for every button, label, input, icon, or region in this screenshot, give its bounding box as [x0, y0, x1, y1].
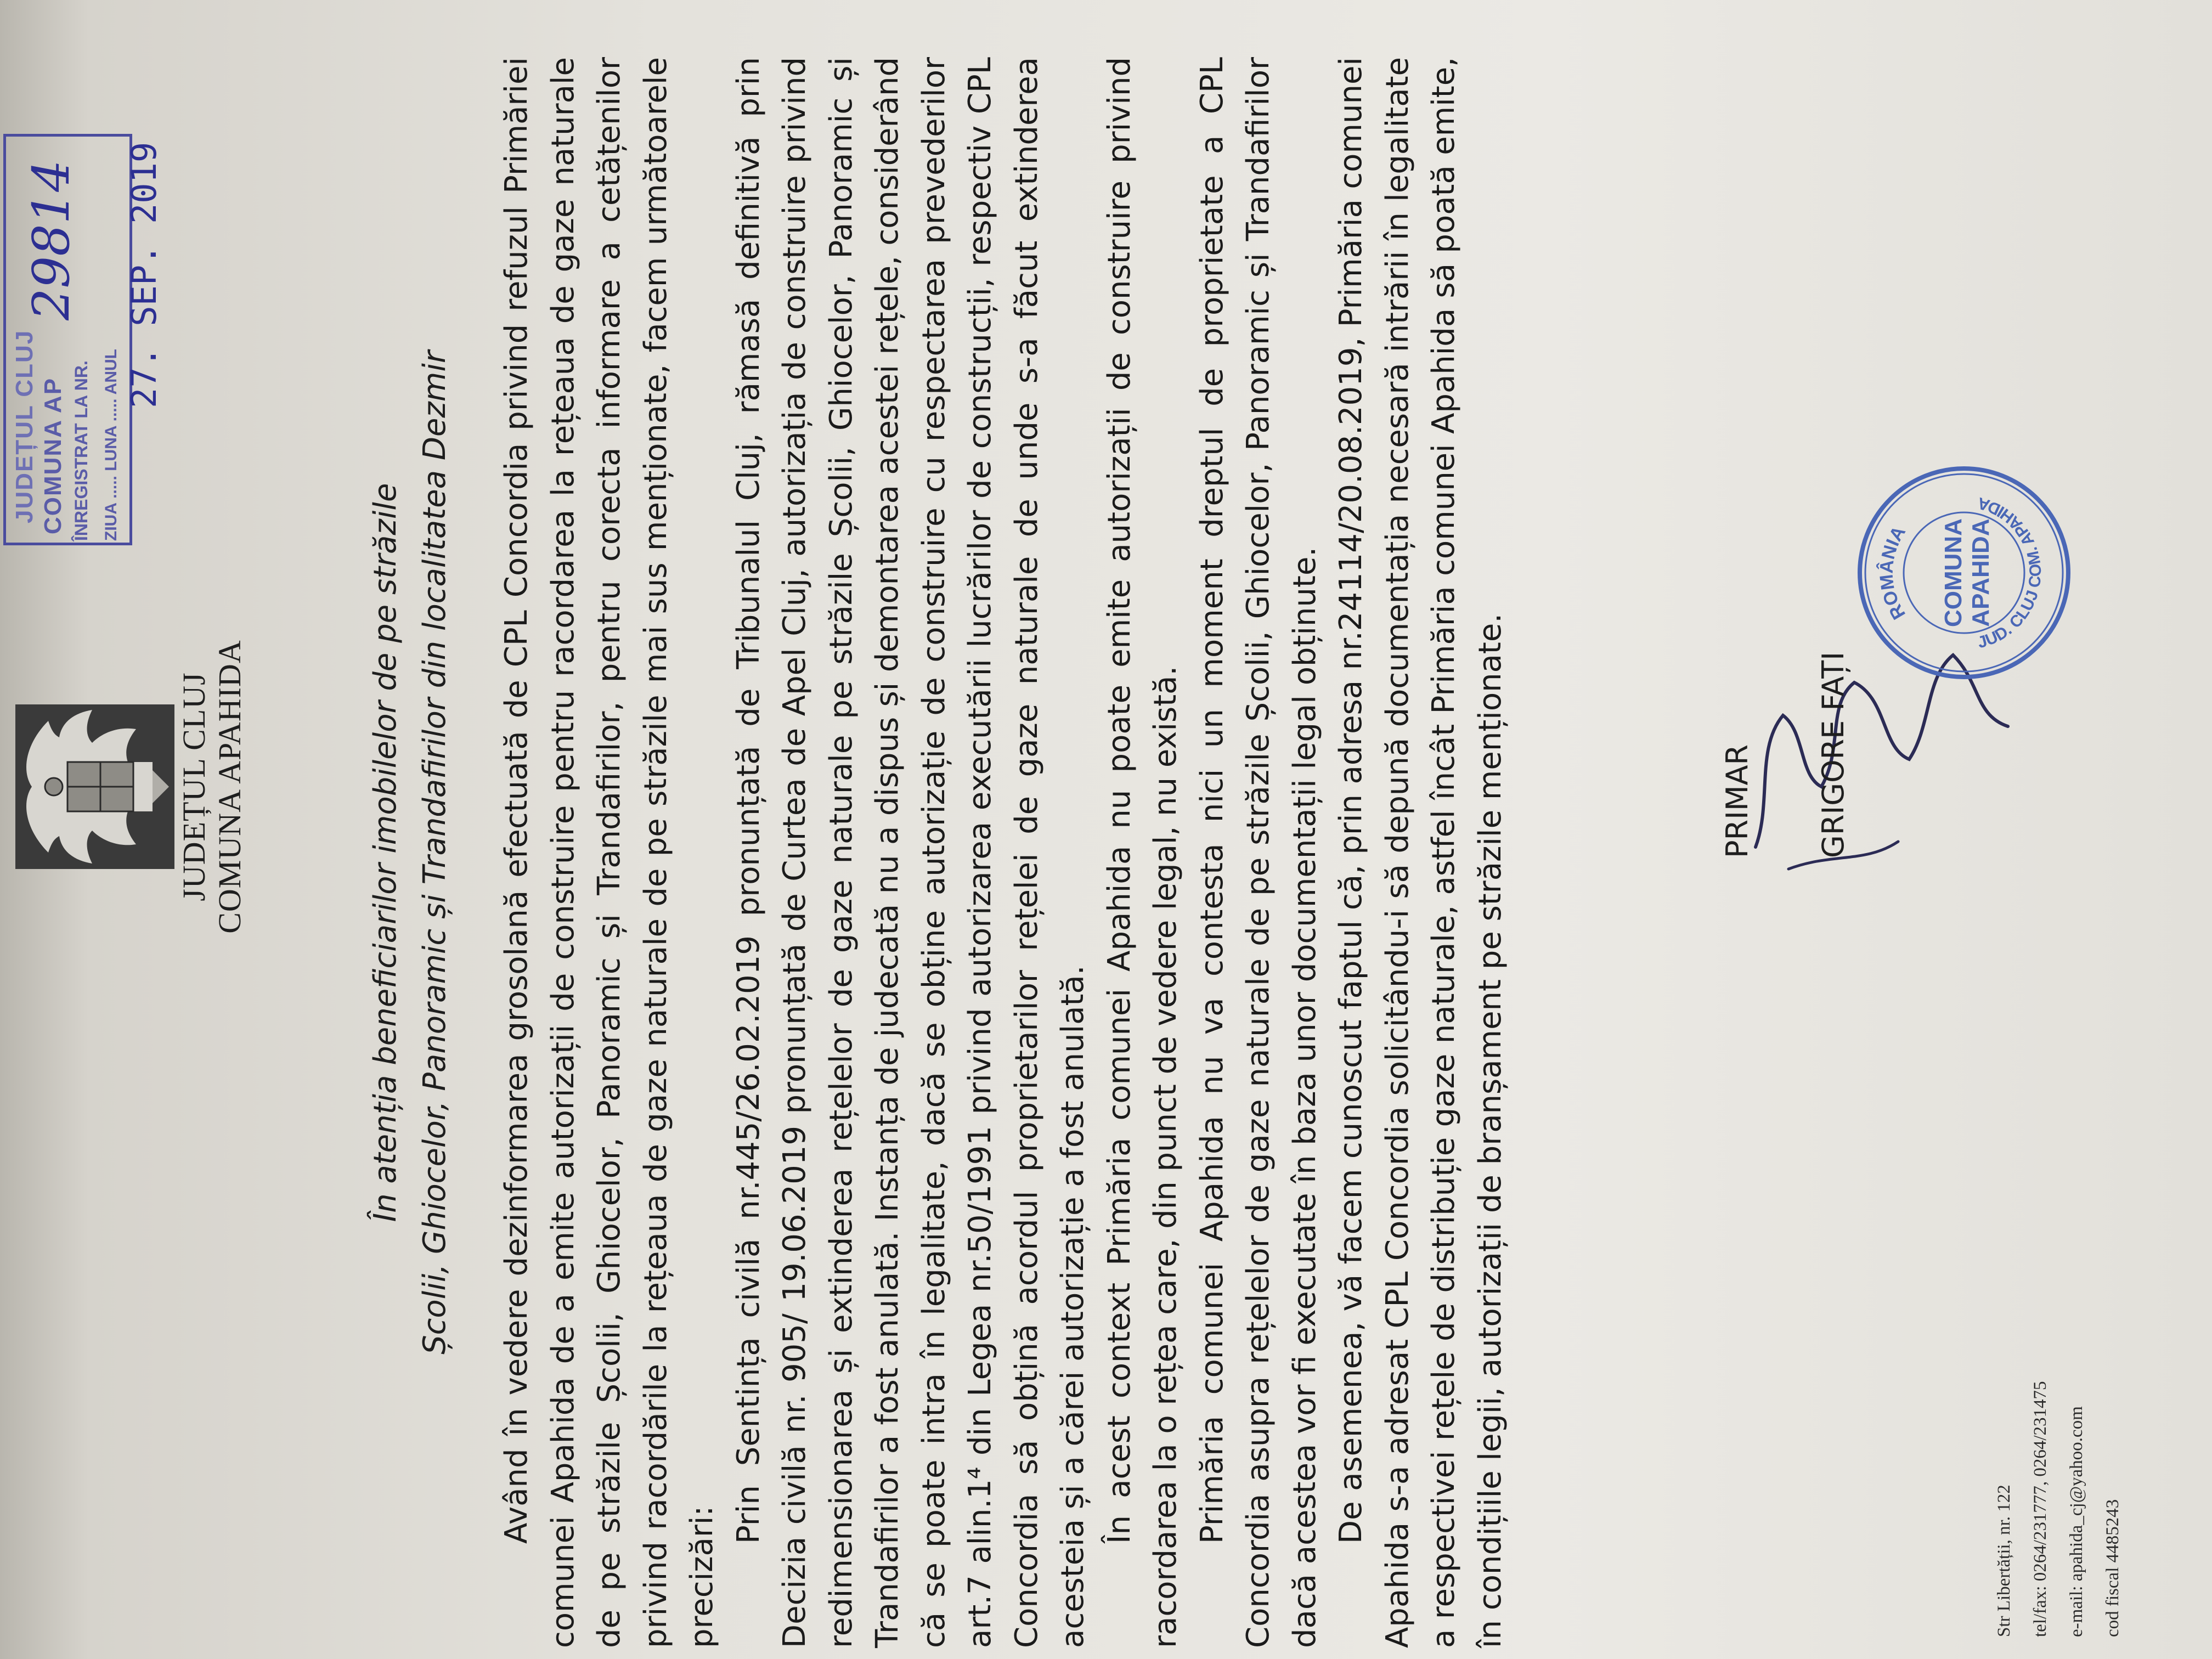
- county-name: JUDEȚUL CLUJ: [176, 672, 212, 901]
- letter-body: [494, 57, 1514, 1648]
- stamp-registered-label: ÎNREGISTRAT LA NR.: [71, 360, 91, 541]
- mayor-title: PRIMAR: [1720, 744, 1754, 858]
- registration-number: 29814: [22, 160, 81, 320]
- commune-name: COMUNA APAHIDA: [212, 640, 247, 934]
- footer-address: Str Libertății, nr. 122: [1994, 1485, 2014, 1637]
- registration-stamp: [0, 128, 164, 545]
- stamp-date-fields: ZIUA ..... LUNA ..... ANUL: [102, 349, 120, 541]
- subject-line-1: În atenția beneficiarilor imobilelor de pe străzile: [368, 483, 403, 1222]
- paragraph: De asemenea, vă facem cunoscut faptul că, prin adresa nr.24114/20.08.2019, Primăria comunei Apahida s-a adresat CPL Concordia solicitându-i să depună documentația necesară intrării în legalitate a respectivei rețele de distribuție gaze naturale, astfel încât Primăria comunei Apahida să poată emite, în condițiile legii, autorizații de branșament pe străzile menționate.: [1333, 57, 1508, 1648]
- seal-top-text: ROMÂNIA: [1876, 522, 1910, 623]
- footer-fiscal-code: cod fiscal 4485243: [2103, 1499, 2123, 1637]
- mayor-name: GRIGORE FAȚI: [1816, 651, 1850, 858]
- seal-center-line-2: APAHIDA: [1967, 518, 1994, 627]
- stamp-county: JUDEȚUL CLUJ: [11, 329, 38, 523]
- paragraph: Primăria comunei Apahida nu va contesta nici un moment dreptul de proprietate a CPL Concordia asupra rețelelor de gaze naturale de pe străzile Școlii, Ghiocelor, Panoramic și Trandafirilor dacă acestea vor fi executate în baza unor documentații legal obținute.: [1194, 57, 1323, 1648]
- official-seal-icon: [1854, 463, 2074, 682]
- paragraph: În acest context Primăria comunei Apahida nu poate emite autorizații de construire privind racordarea la o rețea care, din punct de vedere legal, nu există.: [1101, 57, 1183, 1648]
- footer-phone: tel/fax: 0264/231777, 0264/231475: [2030, 1381, 2050, 1637]
- seal-center-line-1: COMUNA: [1940, 518, 1967, 627]
- registration-date: 27. SEP. 2019: [124, 142, 164, 408]
- contact-footer: [1986, 1381, 2131, 1637]
- paragraph: Având în vedere dezinformarea grosolană efectuată de CPL Concordia privind refuzul Primăriei comunei Apahida de a emite autorizații de construire pentru racordarea la rețeaua de gaze naturale de pe străzile Școlii, Ghiocelor, Panoramic și Trandafirilor, pentru corecta informare a cetățenilor privind racordările la rețeaua de gaze naturale de pe străzile mai sus menționate, facem următoarele precizări:: [499, 57, 720, 1648]
- stamp-commune: COMUNA AP: [40, 377, 66, 534]
- paragraph: Prin Sentința civilă nr.445/26.02.2019 pronunțată de Tribunalul Cluj, rămasă definitivă prin Decizia civilă nr. 905/ 19.06.2019 pronunțată de Curtea de Apel Cluj, autorizația de construire privind redimensionarea și extinderea rețelelor de gaze naturale pe străzile Școlii, Ghiocelor, Panoramic și Trandafirilor a fost anulată. Instanța de judecată nu a dispus și demontarea acestei rețele, considerând că se poate intra în legalitate, dacă se obține autorizație de construire cu respectarea prevederilor art.7 alin.1⁴ din Legea nr.50/1991 privind autorizarea executării lucrărilor de construcții, respectiv CPL Concordia să obțină acordul proprietarilor rețelei de gaze naturale de unde s-a făcut extinderea acesteia și a cărei autorizație a fost anulată.: [730, 57, 1091, 1648]
- coat-of-arms-icon: [15, 704, 174, 869]
- subject-line-2: Școlii, Ghiocelor, Panoramic și Trandafirilor din localitatea Dezmir: [417, 351, 453, 1355]
- svg-text:ROMÂNIA: [1876, 522, 1910, 623]
- footer-email: e-mail: apahida_cj@yahoo.com: [2067, 1406, 2086, 1637]
- seal-bottom-text: JUD. CLUJ COM. APAHIDA: [1975, 493, 2045, 652]
